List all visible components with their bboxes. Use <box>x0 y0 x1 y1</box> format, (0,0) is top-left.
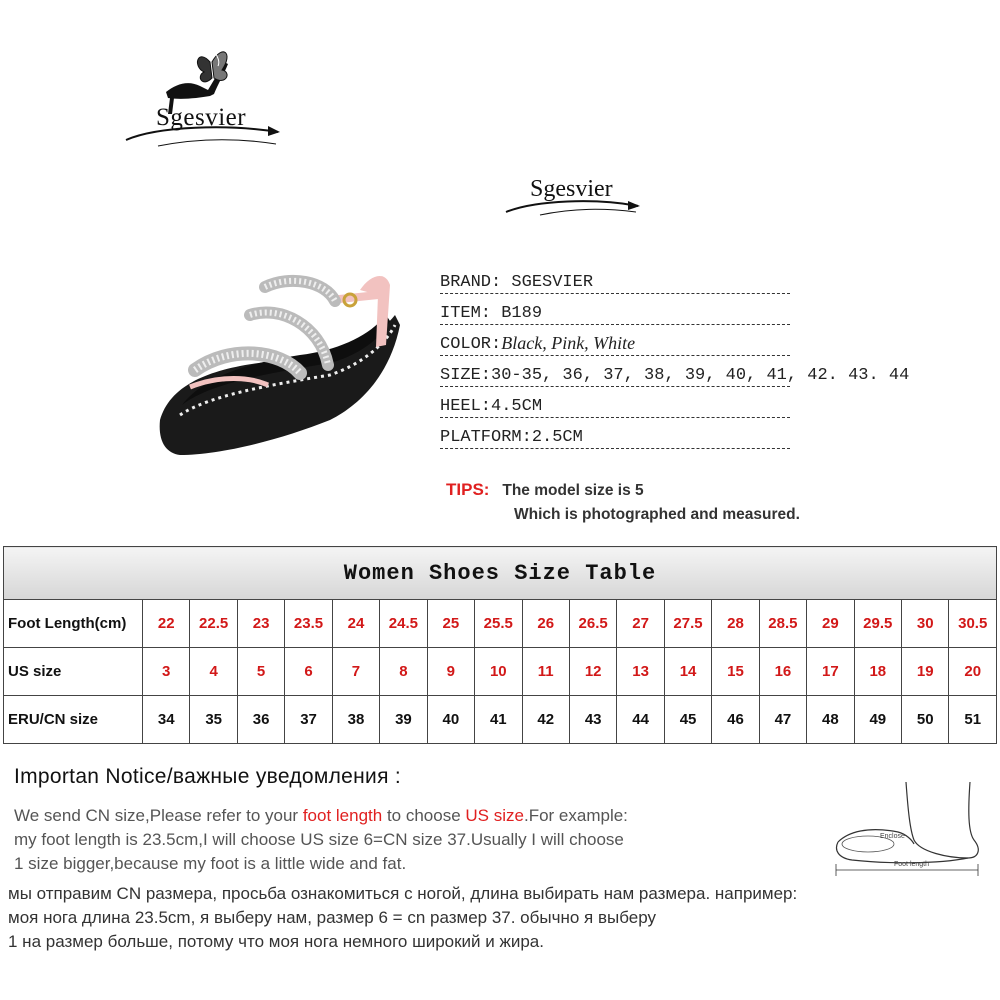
spec-item: ITEM: B189 <box>440 294 790 325</box>
table-cell: 9 <box>427 648 474 696</box>
table-cell: 14 <box>664 648 711 696</box>
table-cell: 40 <box>427 696 474 744</box>
table-cell: 36 <box>237 696 284 744</box>
table-cell: 12 <box>569 648 616 696</box>
table-cell: 11 <box>522 648 569 696</box>
spec-platform: PLATFORM:2.5CM <box>440 418 790 449</box>
spec-size: SIZE:30-35, 36, 37, 38, 39, 40, 41, 42. 43. 44 <box>440 356 790 387</box>
table-cell: 41 <box>475 696 522 744</box>
table-cell: 20 <box>949 648 997 696</box>
table-cell: 25.5 <box>475 600 522 648</box>
notice-ru-line1: мы отправим CN размера, просьба ознакомиться с ногой, длина выбирать нам размера. например: <box>8 884 798 903</box>
table-cell: 27 <box>617 600 664 648</box>
product-specs <box>440 263 910 449</box>
notice-russian <box>8 882 988 954</box>
spec-heel: HEEL:4.5CM <box>440 387 790 418</box>
table-row <box>4 648 997 696</box>
brand-logo-mid <box>500 168 645 218</box>
table-cell: 49 <box>854 696 901 744</box>
table-cell: 13 <box>617 648 664 696</box>
table-row <box>4 696 997 744</box>
spec-color: COLOR: Black, Pink, White <box>440 325 790 356</box>
table-cell: 28.5 <box>759 600 806 648</box>
table-cell: 47 <box>759 696 806 744</box>
foot-outline-icon <box>828 780 988 880</box>
spec-color-value: Black, Pink, White <box>501 333 636 353</box>
table-cell: 15 <box>712 648 759 696</box>
notice-en-line1: We send CN size,Please refer to your foot length to choose US size.For example: <box>14 806 628 825</box>
size-table <box>3 546 997 744</box>
notice-en-line3: 1 size bigger,because my foot is a little wide and fat. <box>14 854 407 873</box>
table-cell: 24.5 <box>380 600 427 648</box>
table-cell: 17 <box>807 648 854 696</box>
table-cell: 19 <box>902 648 949 696</box>
foot-measure-diagram <box>828 780 988 880</box>
table-cell: 45 <box>664 696 711 744</box>
table-cell: 8 <box>380 648 427 696</box>
table-cell: 50 <box>902 696 949 744</box>
table-cell: 26.5 <box>569 600 616 648</box>
tips-line2: Which is photographed and measured. <box>514 506 800 523</box>
table-cell: 4 <box>190 648 237 696</box>
table-cell: 44 <box>617 696 664 744</box>
table-cell: 29 <box>807 600 854 648</box>
table-cell: 38 <box>332 696 379 744</box>
table-cell: 26 <box>522 600 569 648</box>
tips-line1: The model size is 5 <box>502 482 644 499</box>
sandal-icon <box>150 255 415 470</box>
size-table-title: Women Shoes Size Table <box>4 547 997 600</box>
shoe-butterfly-icon <box>118 40 288 160</box>
notice-english <box>14 804 794 876</box>
table-cell: 30 <box>902 600 949 648</box>
table-cell: 35 <box>190 696 237 744</box>
table-cell: 29.5 <box>854 600 901 648</box>
table-cell: 18 <box>854 648 901 696</box>
tips-label: TIPS: <box>446 480 490 499</box>
table-cell: 24 <box>332 600 379 648</box>
spec-brand: BRAND: SGESVIER <box>440 263 790 294</box>
table-cell: 23.5 <box>285 600 332 648</box>
foot-length-label: Foot length <box>894 861 930 868</box>
table-cell: 30.5 <box>949 600 997 648</box>
foot-length-highlight: foot length <box>302 806 383 825</box>
notice-ru-line2: моя нога длина 23.5cm, я выберу нам, размер 6 = cn размер 37. обычно я выберу <box>8 908 656 927</box>
enclose-label: Enclose <box>880 833 905 840</box>
table-cell: 22 <box>143 600 190 648</box>
table-cell: 23 <box>237 600 284 648</box>
table-cell: 6 <box>285 648 332 696</box>
table-row <box>4 600 997 648</box>
table-cell: 43 <box>569 696 616 744</box>
row-header: US size <box>4 648 143 696</box>
brand-logo-text: Sgesvier <box>156 104 247 131</box>
product-sandal-image <box>150 255 415 470</box>
table-cell: 42 <box>522 696 569 744</box>
table-cell: 28 <box>712 600 759 648</box>
table-cell: 39 <box>380 696 427 744</box>
table-cell: 27.5 <box>664 600 711 648</box>
us-size-highlight: US size <box>465 806 524 825</box>
table-cell: 10 <box>475 648 522 696</box>
table-cell: 37 <box>285 696 332 744</box>
table-cell: 5 <box>237 648 284 696</box>
table-cell: 34 <box>143 696 190 744</box>
notice-title: Importan Notice/важные уведомления : <box>14 765 402 788</box>
row-header: Foot Length(cm) <box>4 600 143 648</box>
table-cell: 48 <box>807 696 854 744</box>
row-header: ERU/CN size <box>4 696 143 744</box>
table-cell: 3 <box>143 648 190 696</box>
brand-logo-text: Sgesvier <box>530 176 613 202</box>
table-cell: 51 <box>949 696 997 744</box>
table-cell: 16 <box>759 648 806 696</box>
notice-en-line2: my foot length is 23.5cm,I will choose US size 6=CN size 37.Usually I will choose <box>14 830 624 849</box>
table-cell: 22.5 <box>190 600 237 648</box>
notice-ru-line3: 1 на размер больше, потому что моя нога немного широкий и жира. <box>8 932 544 951</box>
table-cell: 46 <box>712 696 759 744</box>
table-cell: 7 <box>332 648 379 696</box>
table-cell: 25 <box>427 600 474 648</box>
brand-logo-top <box>118 40 288 160</box>
tips-block <box>446 480 986 524</box>
